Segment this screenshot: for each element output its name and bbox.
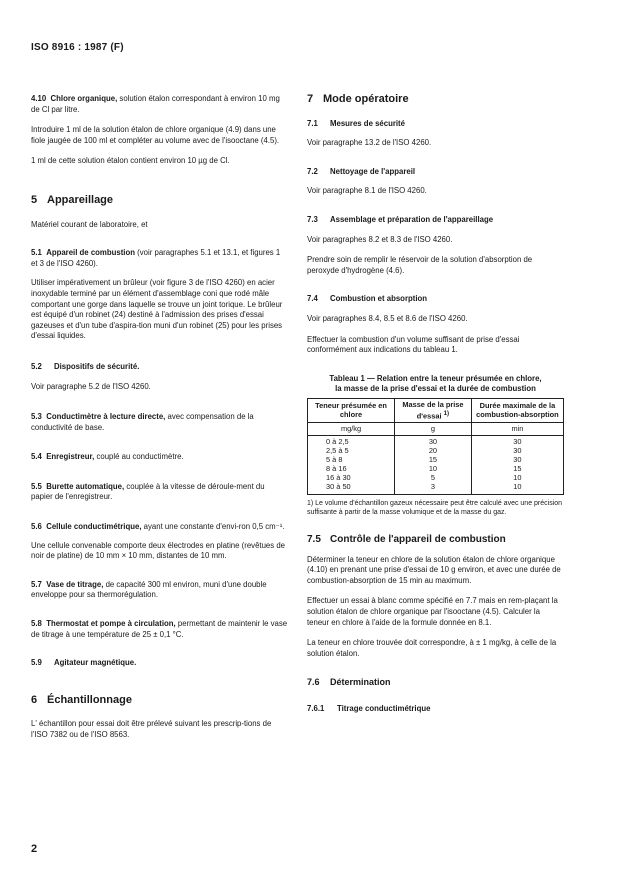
paragraph: Utiliser impérativement un brûleur (voir figure 3 de l'ISO 4260) en acier inoxydable terminé par un élément d'assemblage coni que rodé mâle comportant une gorge dans laquelle se trouve un joint torique. Le brûleur est équipé d'un robinet (24) destiné à l'admission des prises d'essai gazeuses et d'un tube d'aspira-tion muni d'un robinet (25) pour les prises d'essai liquides. — [31, 278, 283, 341]
paragraph: L' échantillon pour essai doit être prélevé suivant les prescrip-tions de l'ISO 7382 ou de l'ISO 8563. — [31, 719, 272, 739]
mass-cell: 30 20 15 10 5 3 — [395, 436, 472, 494]
clause-5-9: 5.9 Agitateur magnétique. — [31, 658, 137, 668]
unit-cell: mg/kg — [308, 422, 395, 436]
table-units-row — [308, 422, 564, 436]
subsection-7-6: 7.6 Détermination — [307, 677, 391, 688]
paragraph: Matériel courant de laboratoire, et — [31, 219, 148, 229]
clause-5-1: 5.1 Appareil de combustion (voir paragraphes 5.1 et 13.1, et figures 1 et 3 de l'ISO 4260). — [31, 248, 281, 268]
footnote-marker: 1) — [443, 410, 450, 418]
table-title: Tableau 1 — Relation entre la teneur présumée en chlore, la masse de la prise d'essai et la durée de combustion — [329, 373, 542, 393]
paragraph: Déterminer la teneur en chlore de la solution étalon de chlore organique (4.10) en prenant une prise d'essai de 10 g environ, et avec une durée de combustion-absorption de 15 min au maximum. — [307, 554, 561, 585]
table-row — [308, 436, 564, 494]
paragraph: Voir paragraphe 8.1 de l'ISO 4260. — [307, 186, 427, 196]
subsection-7-3: 7.3 Assemblage et préparation de l'appareillage — [307, 214, 494, 224]
table-header-row — [308, 399, 564, 422]
paragraph: Prendre soin de remplir le réservoir de la solution d'absorption de peroxyde d'hydrogène (4.6). — [307, 255, 533, 275]
paragraph: La teneur en chlore trouvée doit correspondre, à ± 1 mg/kg, à celle de la solution étalon. — [307, 638, 557, 658]
document-header: ISO 8916 : 1987 (F) — [31, 42, 124, 53]
clause-5-4: 5.4 Enregistreur, couplé au conductimètre. — [31, 452, 184, 462]
clause-number: 4.10 — [31, 94, 47, 103]
subsection-7-6-1: 7.6.1 Titrage conductimétrique — [307, 703, 431, 713]
duration-cell: 30 30 30 15 10 10 — [471, 436, 563, 494]
column-header: Durée maximale de la combustion-absorption — [471, 399, 563, 422]
clause-text: solution étalon correspondant à environ 10 mg de Cl par litre. — [31, 94, 280, 114]
clause-term: Chlore organique, — [50, 94, 118, 103]
right-column — [307, 94, 564, 724]
paragraph: Voir paragraphes 8.2 et 8.3 de l'ISO 4260. — [307, 234, 453, 244]
range-cell: 0 à 2,5 2,5 à 5 5 à 8 8 à 16 16 à 30 30 à 50 — [308, 436, 395, 494]
data-table — [307, 398, 564, 495]
paragraph: Effectuer un essai à blanc comme spécifié en 7.7 mais en rem-plaçant la solution étalon de chlore organique par l'isooctane (4.5). Calculer la teneur en chlore à l'aide de la formule donnée en 8.1. — [307, 596, 558, 627]
paragraph: Une cellule convenable comporte deux électrodes en platine (revêtues de noir de platine) de 10 mm × 10 mm, distantes de 10 mm. — [31, 540, 285, 561]
section-heading-6: 6 Échantillonnage — [31, 693, 132, 706]
column-header: Teneur présumée en chlore — [308, 399, 395, 422]
clause-5-5: 5.5 Burette automatique, couplée à la vitesse de déroule-ment du papier de l'enregistreur. — [31, 481, 265, 502]
paragraph: Voir paragraphe 5.2 de l'ISO 4260. — [31, 381, 151, 391]
section-heading-7: 7 Mode opératoire — [307, 93, 409, 105]
section-heading-5: 5 Appareillage — [31, 193, 114, 206]
clause-4-10 — [31, 94, 288, 115]
subsection-7-4: 7.4 Combustion et absorption — [307, 294, 428, 304]
paragraph: Introduire 1 ml de la solution étalon de chlore organique (4.9) dans une fiole jaugée de 100 ml et compléter au volume avec de l'isooctane (4.5). — [31, 125, 280, 145]
clause-5-8: 5.8 Thermostat et pompe à circulation, permettant de maintenir le vase de titrage à une température de 25 ± 0,1 °C. — [31, 619, 288, 639]
column-header: Masse de la prise d'essai $^{1)}$ — [395, 399, 472, 422]
paragraph: Voir paragraphe 13.2 de l'ISO 4260. — [307, 138, 432, 148]
paragraph: 1 ml de cette solution étalon contient environ 10 µg de Cl. — [31, 156, 230, 166]
subsection-7-2: 7.2 Nettoyage de l'appareil — [307, 166, 416, 176]
unit-cell: min — [471, 422, 563, 436]
paragraph: Effectuer la combustion d'un volume suffisant de prise d'essai conformément aux indications du tableau 1. — [307, 334, 520, 355]
clause-5-6: 5.6 Cellule conductimétrique, ayant une constante d'envi-ron 0,5 cm⁻¹. — [31, 522, 285, 532]
table-footnote: 1) Le volume d'échantillon gazeux nécessaire peut être calculé avec une précision suffisante à partir de la masse volumique et de la masse du gaz. — [307, 499, 563, 516]
page-number: 2 — [31, 843, 38, 855]
subsection-7-5: 7.5 Contrôle de l'appareil de combustion — [307, 534, 506, 546]
paragraph: Voir paragraphes 8.4, 8.5 et 8.6 de l'ISO 4260. — [307, 313, 468, 323]
left-column — [31, 94, 288, 751]
subsection-7-1: 7.1 Mesures de sécurité — [307, 118, 405, 128]
clause-5-2: 5.2 Dispositifs de sécurité. — [31, 361, 140, 371]
clause-5-3: 5.3 Conductimètre à lecture directe, avec compensation de la conductivité de base. — [31, 412, 254, 432]
clause-5-7: 5.7 Vase de titrage, de capacité 300 ml environ, muni d'une double enveloppe pour sa thermorégulation. — [31, 579, 267, 600]
unit-cell: g — [395, 422, 472, 436]
